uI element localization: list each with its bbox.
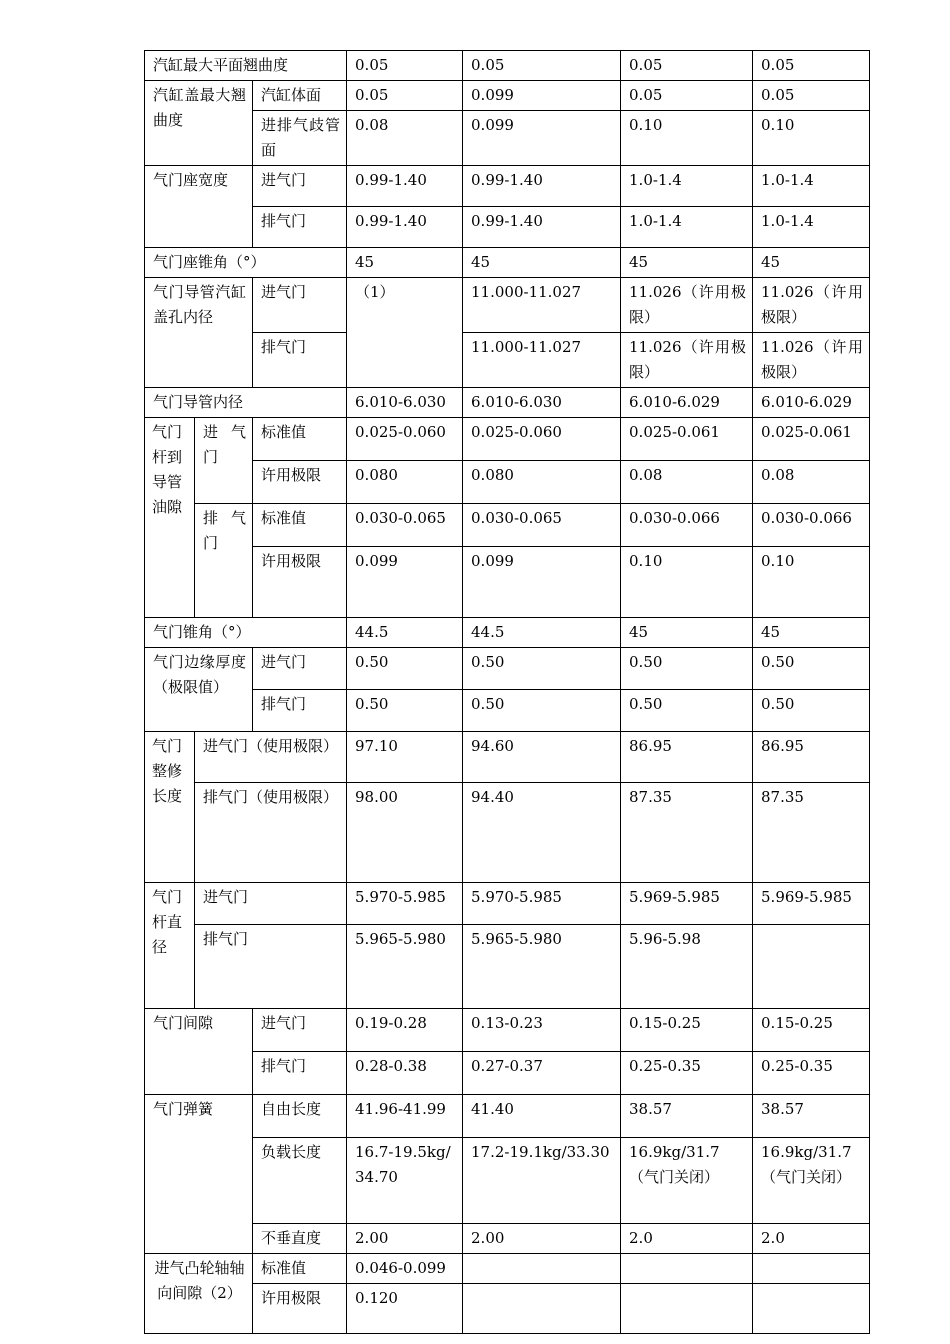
table-cell bbox=[463, 1254, 621, 1284]
table-cell: 0.08 bbox=[753, 461, 870, 504]
table-row bbox=[145, 883, 870, 925]
row-label: 气门导管内径 bbox=[145, 388, 347, 418]
table-cell: 0.15-0.25 bbox=[753, 1009, 870, 1052]
table-row bbox=[145, 333, 870, 388]
sub-label: 排气门 bbox=[253, 333, 347, 388]
table-cell: 87.35 bbox=[621, 783, 753, 883]
table-cell: 0.50 bbox=[753, 648, 870, 690]
sub-label: 排气门 bbox=[253, 207, 347, 248]
table-cell: 0.25-0.35 bbox=[753, 1052, 870, 1095]
sub-label: 排气门 bbox=[195, 504, 253, 618]
table-cell: 0.99-1.40 bbox=[347, 166, 463, 207]
sub-label: 排气门（使用极限） bbox=[195, 783, 347, 883]
sub-label: 许用极限 bbox=[253, 1284, 347, 1334]
sub-label: 标准值 bbox=[253, 418, 347, 461]
table-cell: 5.969-5.985 bbox=[753, 883, 870, 925]
table-row bbox=[145, 388, 870, 418]
sub-label: 许用极限 bbox=[253, 547, 347, 618]
table-cell: 45 bbox=[753, 618, 870, 648]
table-cell: 17.2-19.1kg/33.30 bbox=[463, 1138, 621, 1224]
table-cell: 0.10 bbox=[753, 547, 870, 618]
table-cell: 45 bbox=[463, 248, 621, 278]
table-cell: 0.05 bbox=[621, 81, 753, 111]
table-cell: 16.9kg/31.7（气门关闭） bbox=[621, 1138, 753, 1224]
table-cell: 41.96-41.99 bbox=[347, 1095, 463, 1138]
sub-label: 标准值 bbox=[253, 1254, 347, 1284]
table-cell bbox=[753, 1284, 870, 1334]
table-row bbox=[145, 1138, 870, 1224]
table-row bbox=[145, 461, 870, 504]
table-row bbox=[145, 166, 870, 207]
table-cell: 0.05 bbox=[753, 51, 870, 81]
table-cell: 5.970-5.985 bbox=[347, 883, 463, 925]
table-cell: 38.57 bbox=[621, 1095, 753, 1138]
table-row bbox=[145, 1052, 870, 1095]
table-row bbox=[145, 1224, 870, 1254]
sub-label: 排气门 bbox=[253, 690, 347, 732]
table-row bbox=[145, 248, 870, 278]
table-cell: 0.05 bbox=[347, 51, 463, 81]
table-cell: 44.5 bbox=[463, 618, 621, 648]
table-cell: 0.025-0.061 bbox=[753, 418, 870, 461]
sub-label: 排气门 bbox=[195, 925, 347, 1009]
table-cell: 0.10 bbox=[621, 111, 753, 166]
sub-label: 排气门 bbox=[253, 1052, 347, 1095]
table-cell: 94.40 bbox=[463, 783, 621, 883]
table-cell: 5.96-5.98 bbox=[621, 925, 753, 1009]
table-cell bbox=[621, 1254, 753, 1284]
sub-label: 进排气歧管面 bbox=[253, 111, 347, 166]
table-cell: 38.57 bbox=[753, 1095, 870, 1138]
sub-label: 许用极限 bbox=[253, 461, 347, 504]
table-cell: 0.120 bbox=[347, 1284, 463, 1334]
table-cell: 0.05 bbox=[463, 51, 621, 81]
sub-label: 自由长度 bbox=[253, 1095, 347, 1138]
table-cell: 5.970-5.985 bbox=[463, 883, 621, 925]
table-cell: 0.05 bbox=[621, 51, 753, 81]
sub-label: 进气门 bbox=[253, 648, 347, 690]
table-cell: 86.95 bbox=[753, 732, 870, 783]
table-cell: 11.026（许用极限） bbox=[621, 278, 753, 333]
table-cell: 0.10 bbox=[753, 111, 870, 166]
table-cell: 94.60 bbox=[463, 732, 621, 783]
table-cell bbox=[753, 1254, 870, 1284]
table-cell: 11.000-11.027 bbox=[463, 278, 621, 333]
table-cell: 0.099 bbox=[463, 81, 621, 111]
sub-label: 进气门 bbox=[253, 1009, 347, 1052]
row-label: 气门间隙 bbox=[145, 1009, 253, 1095]
table-cell: 1.0-1.4 bbox=[621, 207, 753, 248]
table-cell: 0.50 bbox=[463, 648, 621, 690]
row-label: 气门整修长度 bbox=[145, 732, 195, 883]
table-cell: 45 bbox=[621, 248, 753, 278]
table-cell: 0.50 bbox=[347, 690, 463, 732]
table-cell: 97.10 bbox=[347, 732, 463, 783]
sub-label: 不垂直度 bbox=[253, 1224, 347, 1254]
table-cell: 0.046-0.099 bbox=[347, 1254, 463, 1284]
table-row bbox=[145, 925, 870, 1009]
table-cell: 11.026（许用极限） bbox=[753, 333, 870, 388]
table-row bbox=[145, 648, 870, 690]
table-row bbox=[145, 504, 870, 547]
table-row bbox=[145, 51, 870, 81]
table-row bbox=[145, 690, 870, 732]
table-cell: 0.99-1.40 bbox=[463, 166, 621, 207]
table-cell: 2.0 bbox=[621, 1224, 753, 1254]
table-cell: 0.030-0.065 bbox=[347, 504, 463, 547]
table-cell: 0.25-0.35 bbox=[621, 1052, 753, 1095]
row-label: 汽缸盖最大翘曲度 bbox=[145, 81, 253, 166]
table-cell: 0.080 bbox=[347, 461, 463, 504]
table-cell: 0.50 bbox=[347, 648, 463, 690]
row-label: 气门杆直径 bbox=[145, 883, 195, 1009]
row-label: 气门锥角（°） bbox=[145, 618, 347, 648]
table-cell: 0.27-0.37 bbox=[463, 1052, 621, 1095]
table-cell: 41.40 bbox=[463, 1095, 621, 1138]
table-cell bbox=[463, 1284, 621, 1334]
table-row bbox=[145, 111, 870, 166]
table-cell: 5.965-5.980 bbox=[463, 925, 621, 1009]
table-cell: 0.08 bbox=[621, 461, 753, 504]
table-cell: 0.19-0.28 bbox=[347, 1009, 463, 1052]
table-row bbox=[145, 1095, 870, 1138]
table-cell: 86.95 bbox=[621, 732, 753, 783]
table-cell: 45 bbox=[347, 248, 463, 278]
table-cell: 45 bbox=[621, 618, 753, 648]
table-row bbox=[145, 1009, 870, 1052]
table-cell: 11.026（许用极限） bbox=[753, 278, 870, 333]
sub-label: 进气门 bbox=[195, 883, 347, 925]
table-row bbox=[145, 278, 870, 333]
table-cell: 6.010-6.030 bbox=[463, 388, 621, 418]
table-cell bbox=[621, 1284, 753, 1334]
table-cell: 0.080 bbox=[463, 461, 621, 504]
table-cell: 5.969-5.985 bbox=[621, 883, 753, 925]
table-cell: 0.025-0.061 bbox=[621, 418, 753, 461]
table-cell: 98.00 bbox=[347, 783, 463, 883]
table-cell: 0.030-0.066 bbox=[753, 504, 870, 547]
table-cell: 0.05 bbox=[347, 81, 463, 111]
table-cell: 1.0-1.4 bbox=[753, 166, 870, 207]
table-cell: 0.025-0.060 bbox=[463, 418, 621, 461]
table-cell: 0.50 bbox=[463, 690, 621, 732]
sub-label: 进气门 bbox=[253, 166, 347, 207]
row-label: 气门导管汽缸盖孔内径 bbox=[145, 278, 253, 388]
table-cell: 11.000-11.027 bbox=[463, 333, 621, 388]
table-cell: 0.099 bbox=[463, 111, 621, 166]
table-cell: 0.099 bbox=[347, 547, 463, 618]
row-label: 气门座宽度 bbox=[145, 166, 253, 248]
table-cell: 0.99-1.40 bbox=[463, 207, 621, 248]
table-cell: 6.010-6.029 bbox=[753, 388, 870, 418]
sub-label: 标准值 bbox=[253, 504, 347, 547]
table-row bbox=[145, 783, 870, 883]
spec-table bbox=[144, 50, 870, 1334]
row-label: 气门杆到导管油隙 bbox=[145, 418, 195, 618]
table-cell: 2.00 bbox=[347, 1224, 463, 1254]
table-cell: 0.50 bbox=[753, 690, 870, 732]
table-cell: 87.35 bbox=[753, 783, 870, 883]
table-cell: 0.030-0.065 bbox=[463, 504, 621, 547]
table-cell: （1） bbox=[347, 278, 463, 388]
table-cell: 5.965-5.980 bbox=[347, 925, 463, 1009]
table-cell: 0.99-1.40 bbox=[347, 207, 463, 248]
table-cell: 0.50 bbox=[621, 690, 753, 732]
table-row bbox=[145, 207, 870, 248]
table-row bbox=[145, 81, 870, 111]
sub-label: 进气门 bbox=[195, 418, 253, 504]
table-cell: 0.13-0.23 bbox=[463, 1009, 621, 1052]
table-cell: 0.030-0.066 bbox=[621, 504, 753, 547]
sub-label: 汽缸体面 bbox=[253, 81, 347, 111]
row-label: 气门座锥角（°） bbox=[145, 248, 347, 278]
sub-label: 进气门（使用极限） bbox=[195, 732, 347, 783]
table-cell: 0.15-0.25 bbox=[621, 1009, 753, 1052]
table-cell: 6.010-6.029 bbox=[621, 388, 753, 418]
table-cell: 1.0-1.4 bbox=[753, 207, 870, 248]
row-label: 气门边缘厚度（极限值） bbox=[145, 648, 253, 732]
sub-label: 负载长度 bbox=[253, 1138, 347, 1224]
table-row bbox=[145, 418, 870, 461]
table-cell: 1.0-1.4 bbox=[621, 166, 753, 207]
table-cell: 0.28-0.38 bbox=[347, 1052, 463, 1095]
table-cell bbox=[753, 925, 870, 1009]
table-cell: 0.08 bbox=[347, 111, 463, 166]
table-row bbox=[145, 732, 870, 783]
table-cell: 0.05 bbox=[753, 81, 870, 111]
sub-label: 进气门 bbox=[253, 278, 347, 333]
table-cell: 2.0 bbox=[753, 1224, 870, 1254]
table-cell: 0.10 bbox=[621, 547, 753, 618]
table-cell: 16.7-19.5kg/34.70 bbox=[347, 1138, 463, 1224]
table-cell: 11.026（许用极限） bbox=[621, 333, 753, 388]
row-label: 进气凸轮轴轴向间隙（2） bbox=[145, 1254, 253, 1334]
table-row bbox=[145, 547, 870, 618]
table-row bbox=[145, 1254, 870, 1284]
table-row bbox=[145, 618, 870, 648]
table-cell: 6.010-6.030 bbox=[347, 388, 463, 418]
table-cell: 45 bbox=[753, 248, 870, 278]
table-cell: 16.9kg/31.7（气门关闭） bbox=[753, 1138, 870, 1224]
table-row bbox=[145, 1284, 870, 1334]
row-label: 气门弹簧 bbox=[145, 1095, 253, 1254]
table-cell: 2.00 bbox=[463, 1224, 621, 1254]
table-cell: 0.025-0.060 bbox=[347, 418, 463, 461]
row-label: 汽缸最大平面翘曲度 bbox=[145, 51, 347, 81]
table-cell: 0.099 bbox=[463, 547, 621, 618]
table-cell: 44.5 bbox=[347, 618, 463, 648]
table-cell: 0.50 bbox=[621, 648, 753, 690]
